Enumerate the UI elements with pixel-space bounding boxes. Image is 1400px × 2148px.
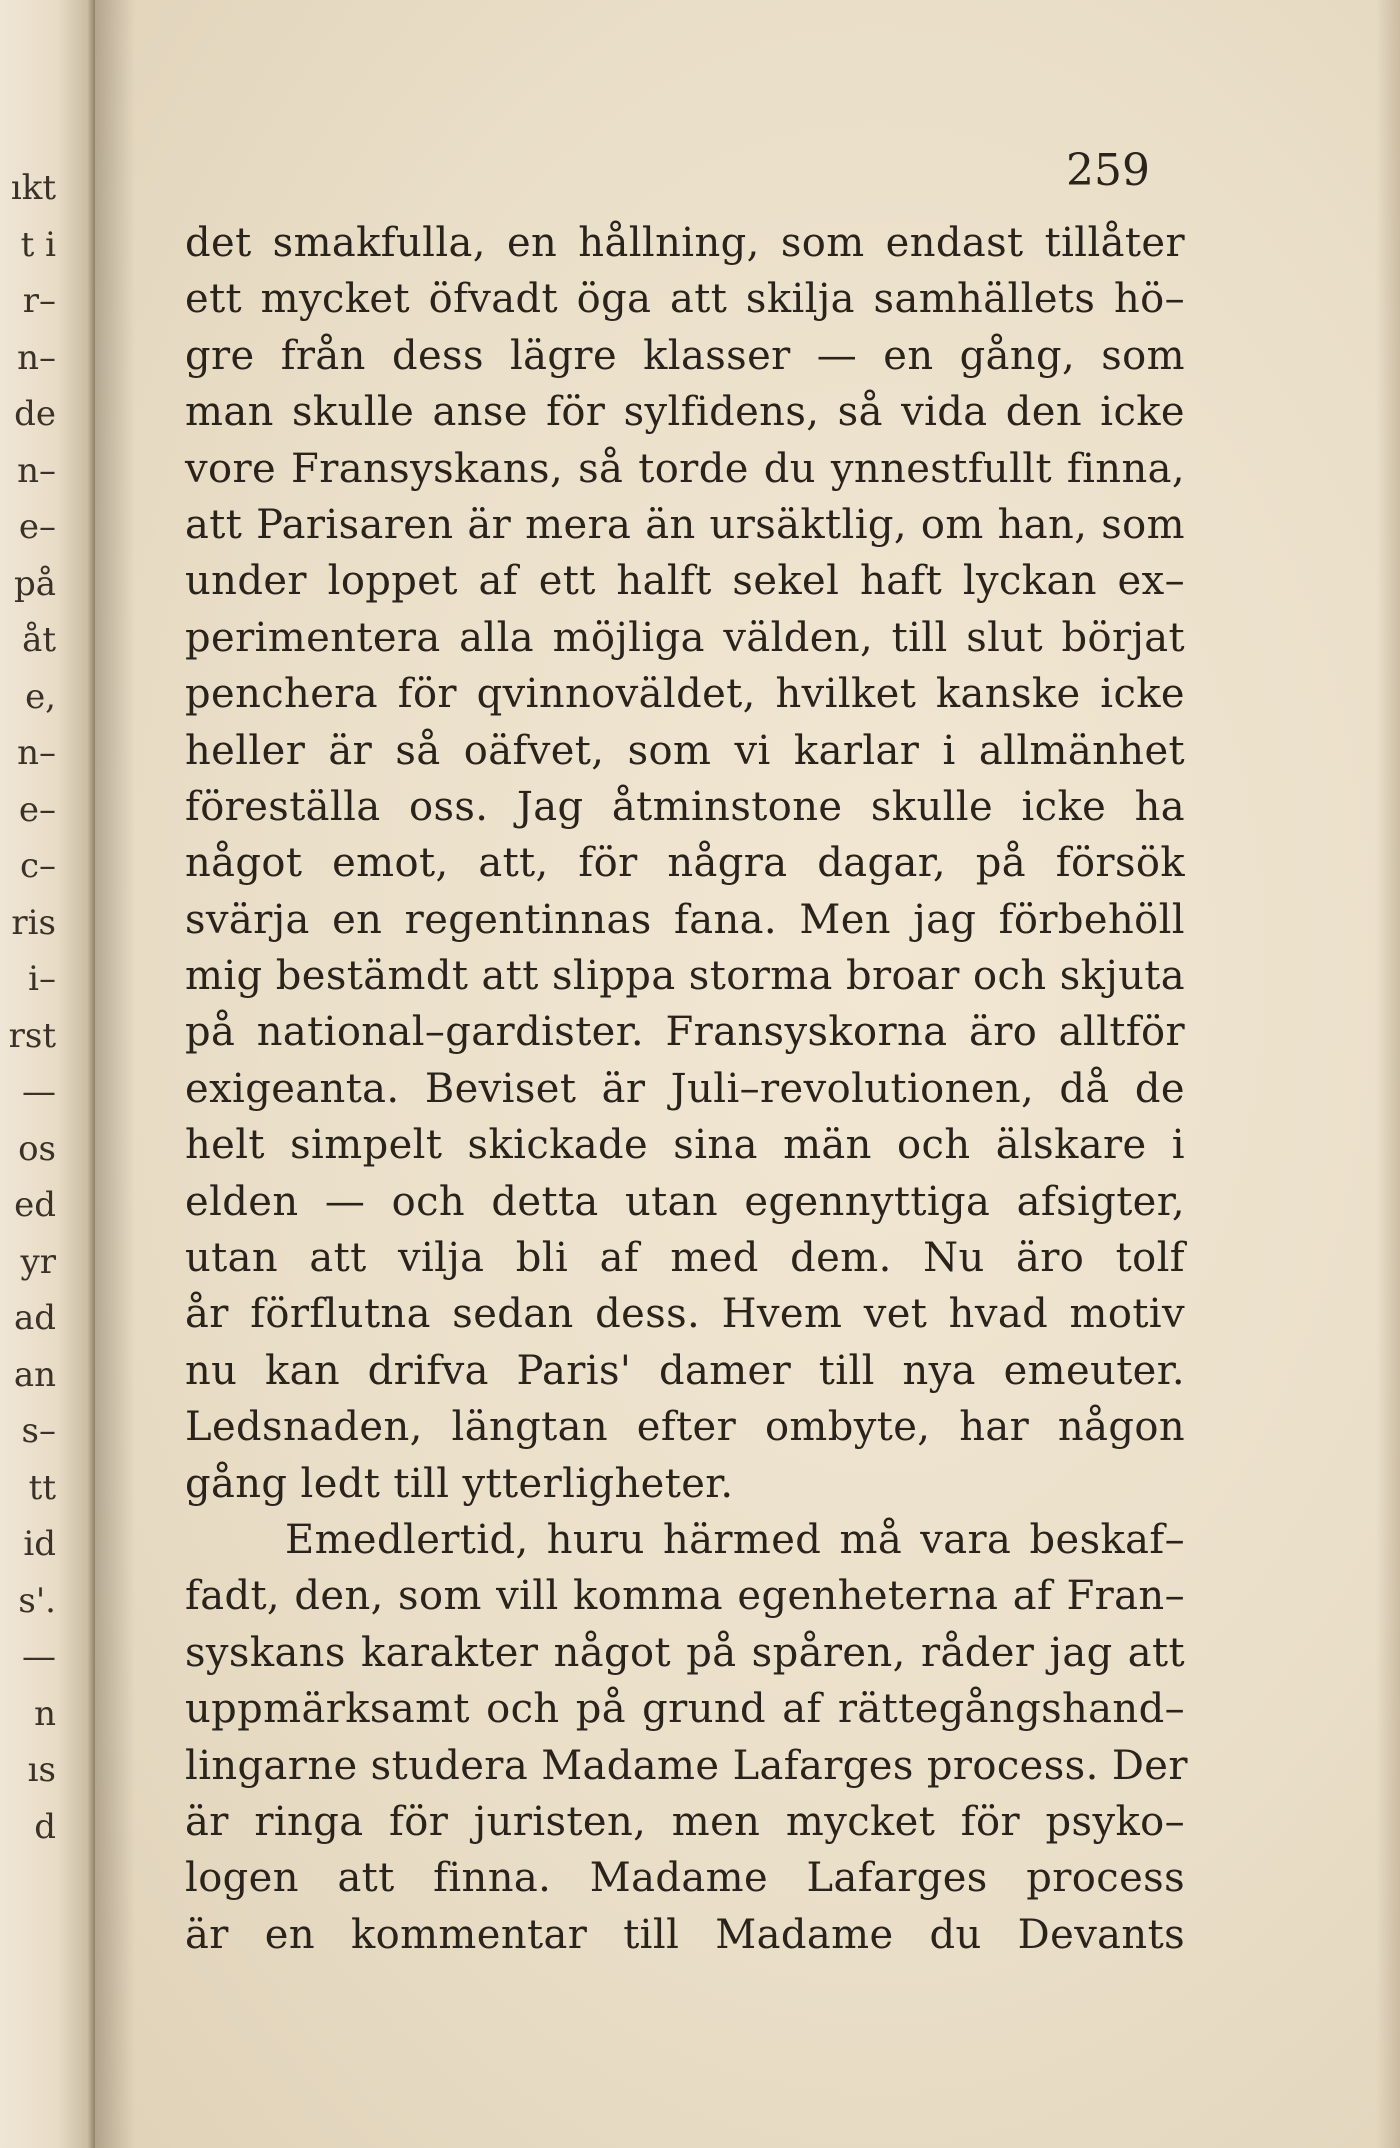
text-line: ett mycket öfvadt öga att skilja samhällets hö– bbox=[185, 276, 1185, 323]
text-line: man skulle anse för sylfidens, så vida den icke bbox=[185, 389, 1185, 436]
fragment: i– bbox=[28, 959, 56, 999]
page-number: 259 bbox=[1066, 145, 1150, 196]
text-line: mig bestämdt att slippa storma broar och skjuta bbox=[185, 953, 1185, 1000]
fragment: an bbox=[13, 1354, 56, 1395]
fragment: e– bbox=[18, 507, 56, 547]
fragment: ad bbox=[13, 1298, 56, 1338]
text-line: Ledsnaden, längtan efter ombyte, har någon bbox=[185, 1404, 1185, 1451]
fragment: n bbox=[34, 1693, 56, 1734]
fragment: åt bbox=[22, 620, 56, 660]
fragment: e– bbox=[18, 789, 56, 830]
text-line: lingarne studera Madame Lafarges process. Der bbox=[185, 1742, 1188, 1789]
facing-page-fragments bbox=[0, 160, 60, 1855]
text-line: något emot, att, för några dagar, på försök bbox=[185, 840, 1185, 887]
fragment: d bbox=[34, 1806, 56, 1847]
text-line: svärja en regentinnas fana. Men jag förbehöll bbox=[185, 896, 1185, 943]
fragment: yr bbox=[20, 1241, 56, 1282]
text-line: perimentera alla möjliga välden, till slut börjat bbox=[185, 614, 1185, 661]
paragraph-start-line: Emedlertid, huru härmed må vara beskaf– bbox=[285, 1516, 1185, 1563]
text-line: gre från dess lägre klasser — en gång, som bbox=[185, 332, 1185, 379]
text-line: att Parisaren är mera än ursäktlig, om han, som bbox=[185, 501, 1185, 548]
fragment: os bbox=[18, 1128, 56, 1169]
facing-page-edge bbox=[0, 0, 95, 2148]
text-line: exigeanta. Beviset är Juli–revolutionen, då de bbox=[185, 1065, 1185, 1112]
fragment: c– bbox=[19, 846, 56, 886]
fragment: e, bbox=[25, 676, 56, 717]
text-line: under loppet af ett halft sekel haft lyckan ex– bbox=[185, 558, 1185, 605]
page-edge bbox=[1376, 0, 1400, 2148]
text-line: föreställa oss. Jag åtminstone skulle icke ha bbox=[185, 783, 1185, 830]
fragment: tt bbox=[28, 1467, 56, 1508]
text-line: penchera för qvinnoväldet, hvilket kanske icke bbox=[185, 671, 1185, 718]
text-line: logen att finna. Madame Lafarges process bbox=[185, 1855, 1185, 1902]
fragment: rst bbox=[8, 1015, 56, 1056]
text-line: är en kommentar till Madame du Devants bbox=[185, 1911, 1185, 1958]
fragment: — bbox=[22, 1637, 56, 1677]
text-line: utan att vilja bli af med dem. Nu äro tolf bbox=[185, 1235, 1185, 1282]
fragment: — bbox=[22, 1072, 56, 1112]
text-line: nu kan drifva Paris' damer till nya emeuter. bbox=[185, 1347, 1185, 1394]
fragment: s'. bbox=[18, 1580, 56, 1621]
fragment: ıs bbox=[27, 1750, 56, 1790]
text-line: år förflutna sedan dess. Hvem vet hvad motiv bbox=[185, 1291, 1185, 1338]
fragment: ris bbox=[11, 902, 56, 943]
fragment: de bbox=[14, 394, 56, 434]
text-line: fadt, den, som vill komma egenheterna af Fran– bbox=[185, 1573, 1185, 1620]
fragment: ed bbox=[14, 1185, 56, 1225]
text-line: elden — och detta utan egennyttiga afsigter, bbox=[185, 1178, 1185, 1225]
text-line: syskans karakter något på spåren, råder jag att bbox=[185, 1629, 1185, 1676]
fragment: id bbox=[23, 1524, 56, 1564]
text-line: vore Fransyskans, så torde du ynnestfullt finna, bbox=[185, 445, 1185, 492]
body-text bbox=[185, 215, 1188, 1963]
fragment: på bbox=[13, 563, 56, 604]
fragment: n– bbox=[17, 733, 56, 773]
fragment: r– bbox=[22, 281, 56, 321]
fragment: s– bbox=[21, 1411, 56, 1451]
text-line: heller är så oäfvet, som vi karlar i allmänhet bbox=[185, 727, 1185, 774]
text-line: det smakfulla, en hållning, som endast tillåter bbox=[185, 220, 1185, 266]
paragraph-end-line: gång ledt till ytterligheter. bbox=[185, 1460, 734, 1507]
text-line: på national–gardister. Fransyskorna äro alltför bbox=[185, 1009, 1185, 1056]
text-line: är ringa för juristen, men mycket för psyko– bbox=[185, 1798, 1185, 1845]
gutter-shadow bbox=[95, 0, 135, 2148]
text-line: uppmärksamt och på grund af rättegångshand– bbox=[185, 1686, 1185, 1733]
fragment: t i bbox=[20, 224, 56, 265]
fragment: n– bbox=[17, 337, 56, 378]
fragment: n– bbox=[17, 450, 56, 491]
fragment: ıkt bbox=[10, 168, 56, 208]
text-line: helt simpelt skickade sina män och älskare i bbox=[185, 1122, 1185, 1169]
